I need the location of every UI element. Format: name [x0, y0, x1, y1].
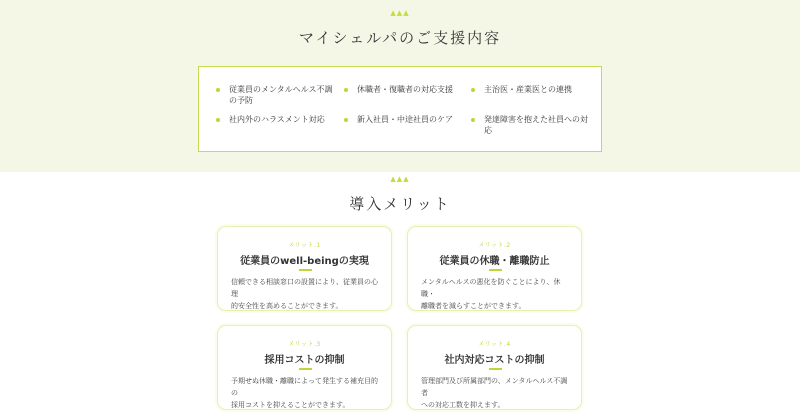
support-item: 発達障害を抱えた社員への対 応 [471, 114, 593, 136]
bullet-icon [216, 88, 220, 92]
merit-card-1 [217, 226, 392, 311]
triangle-ornament-icon: ▲▲▲ [390, 9, 410, 17]
support-item: 新入社員・中途社員のケア [344, 114, 462, 125]
merit-description: 信頼できる相談窓口の設置により、従業員の心理 的安全性を高めることができます。 [231, 278, 378, 310]
merit-heading: 従業員の休職・離職防止 [439, 256, 550, 267]
merit-card-3 [217, 325, 392, 410]
bullet-icon [471, 118, 475, 122]
bullet-icon [344, 88, 348, 92]
triangle-ornament-icon: ▲▲▲ [390, 175, 410, 183]
accent-bar [299, 269, 312, 271]
merit-number: メリット.3 [288, 341, 321, 348]
bullet-icon [471, 88, 475, 92]
merit-card-2 [407, 226, 582, 311]
support-title: マイシェルパのご支援内容 [298, 29, 502, 47]
support-item: 主治医・産業医との連携 [471, 84, 593, 95]
support-item: 従業員のメンタルヘルス不調 の予防 [216, 84, 334, 106]
support-item: 社内外のハラスメント対応 [216, 114, 334, 125]
accent-bar [489, 269, 502, 271]
accent-bar [299, 368, 312, 370]
merit-heading: 社内対応コストの抑制 [444, 355, 545, 366]
merit-heading: 採用コストの抑制 [264, 355, 345, 366]
support-list [198, 66, 602, 152]
support-item: 休職者・復職者の対応支援 [344, 84, 462, 95]
merit-heading: 従業員のwell-beingの実現 [240, 256, 369, 267]
bullet-icon [344, 118, 348, 122]
merit-number: メリット.1 [288, 242, 321, 249]
merit-number: メリット.4 [478, 341, 511, 348]
merit-card-4 [407, 325, 582, 410]
support-section [0, 0, 800, 172]
merit-description: 予期せぬ休職・離職によって発生する補充目的の 採用コストを抑えることができます。 [231, 377, 378, 409]
bullet-icon [216, 118, 220, 122]
merit-description: 管理部門及び所属部門の、メンタルヘルス不調者 への対応工数を抑えます。 [421, 377, 568, 409]
accent-bar [489, 368, 502, 370]
merit-number: メリット.2 [478, 242, 511, 249]
merit-title: 導入メリット [349, 195, 451, 213]
merit-description: メンタルヘルスの悪化を防ぐことにより、休職・ 離職者を減らすことができます。 [421, 278, 561, 310]
